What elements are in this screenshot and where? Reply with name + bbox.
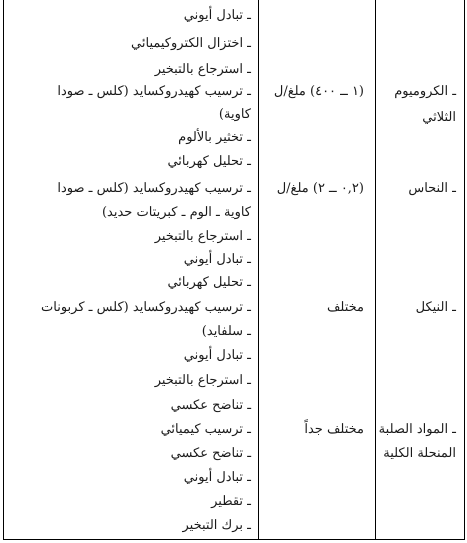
metal-name: ـ النيكل	[415, 300, 456, 315]
metal-name: الثلاثي	[422, 110, 456, 125]
method-line: ـ تناضح عكسي	[170, 398, 251, 413]
metal-name: ـ الكروميوم	[394, 84, 456, 99]
methods-column	[3, 0, 257, 540]
method-line: ـ اختزال الكتروكيميائي	[131, 36, 251, 51]
method-line: ـ ترسيب كهيدروكسايد (كلس ـ صودا	[57, 84, 251, 99]
concentration-cell: مختلف	[326, 300, 364, 315]
concentration-cell: (٠,٢ ــ ٢) ملغ/ل	[276, 181, 364, 196]
method-line: ـ تقطير	[211, 494, 251, 509]
method-line: ـ تخثير بالألوم	[178, 130, 251, 145]
method-line: ـ سلفايد)	[201, 324, 251, 339]
method-line: كاوية)	[218, 107, 251, 122]
concentration-cell: (١ ــ ٤٠٠) ملغ/ل	[273, 84, 364, 99]
table-right-border	[464, 0, 465, 540]
concentration-column	[258, 0, 374, 540]
method-line: ـ ترسيب كيميائي	[160, 422, 251, 437]
method-line: كاوية ـ الوم ـ كبريتات حديد)	[101, 205, 251, 220]
metal-name: المنحلة الكلية	[383, 446, 456, 461]
method-line: ـ تناضح عكسي	[170, 446, 251, 461]
method-line: ـ ترسيب كهيدروكسايد (كلس ـ صودا	[57, 181, 251, 196]
method-line: ـ تحليل كهربائي	[167, 275, 251, 290]
method-line: ـ تبادل أيوني	[183, 8, 251, 23]
metal-column	[375, 0, 464, 540]
method-line: ـ تحليل كهربائي	[167, 154, 251, 169]
method-line: ـ تبادل أيوني	[183, 348, 251, 363]
metal-name: ـ المواد الصلبة	[378, 422, 456, 437]
method-line: ـ تبادل أيوني	[183, 252, 251, 267]
method-line: ـ استرجاع بالتبخير	[154, 373, 251, 388]
method-line: ـ تبادل أيوني	[183, 470, 251, 485]
method-line: ـ ترسيب كهيدروكسايد (كلس ـ كربونات	[41, 300, 251, 315]
metal-name: ـ النحاس	[408, 181, 456, 196]
method-line: ـ استرجاع بالتبخير	[154, 229, 251, 244]
concentration-cell: مختلف جداً	[304, 422, 364, 437]
method-line: ـ استرجاع بالتبخير	[154, 62, 251, 77]
method-line: ـ برك التبخير	[182, 518, 251, 533]
